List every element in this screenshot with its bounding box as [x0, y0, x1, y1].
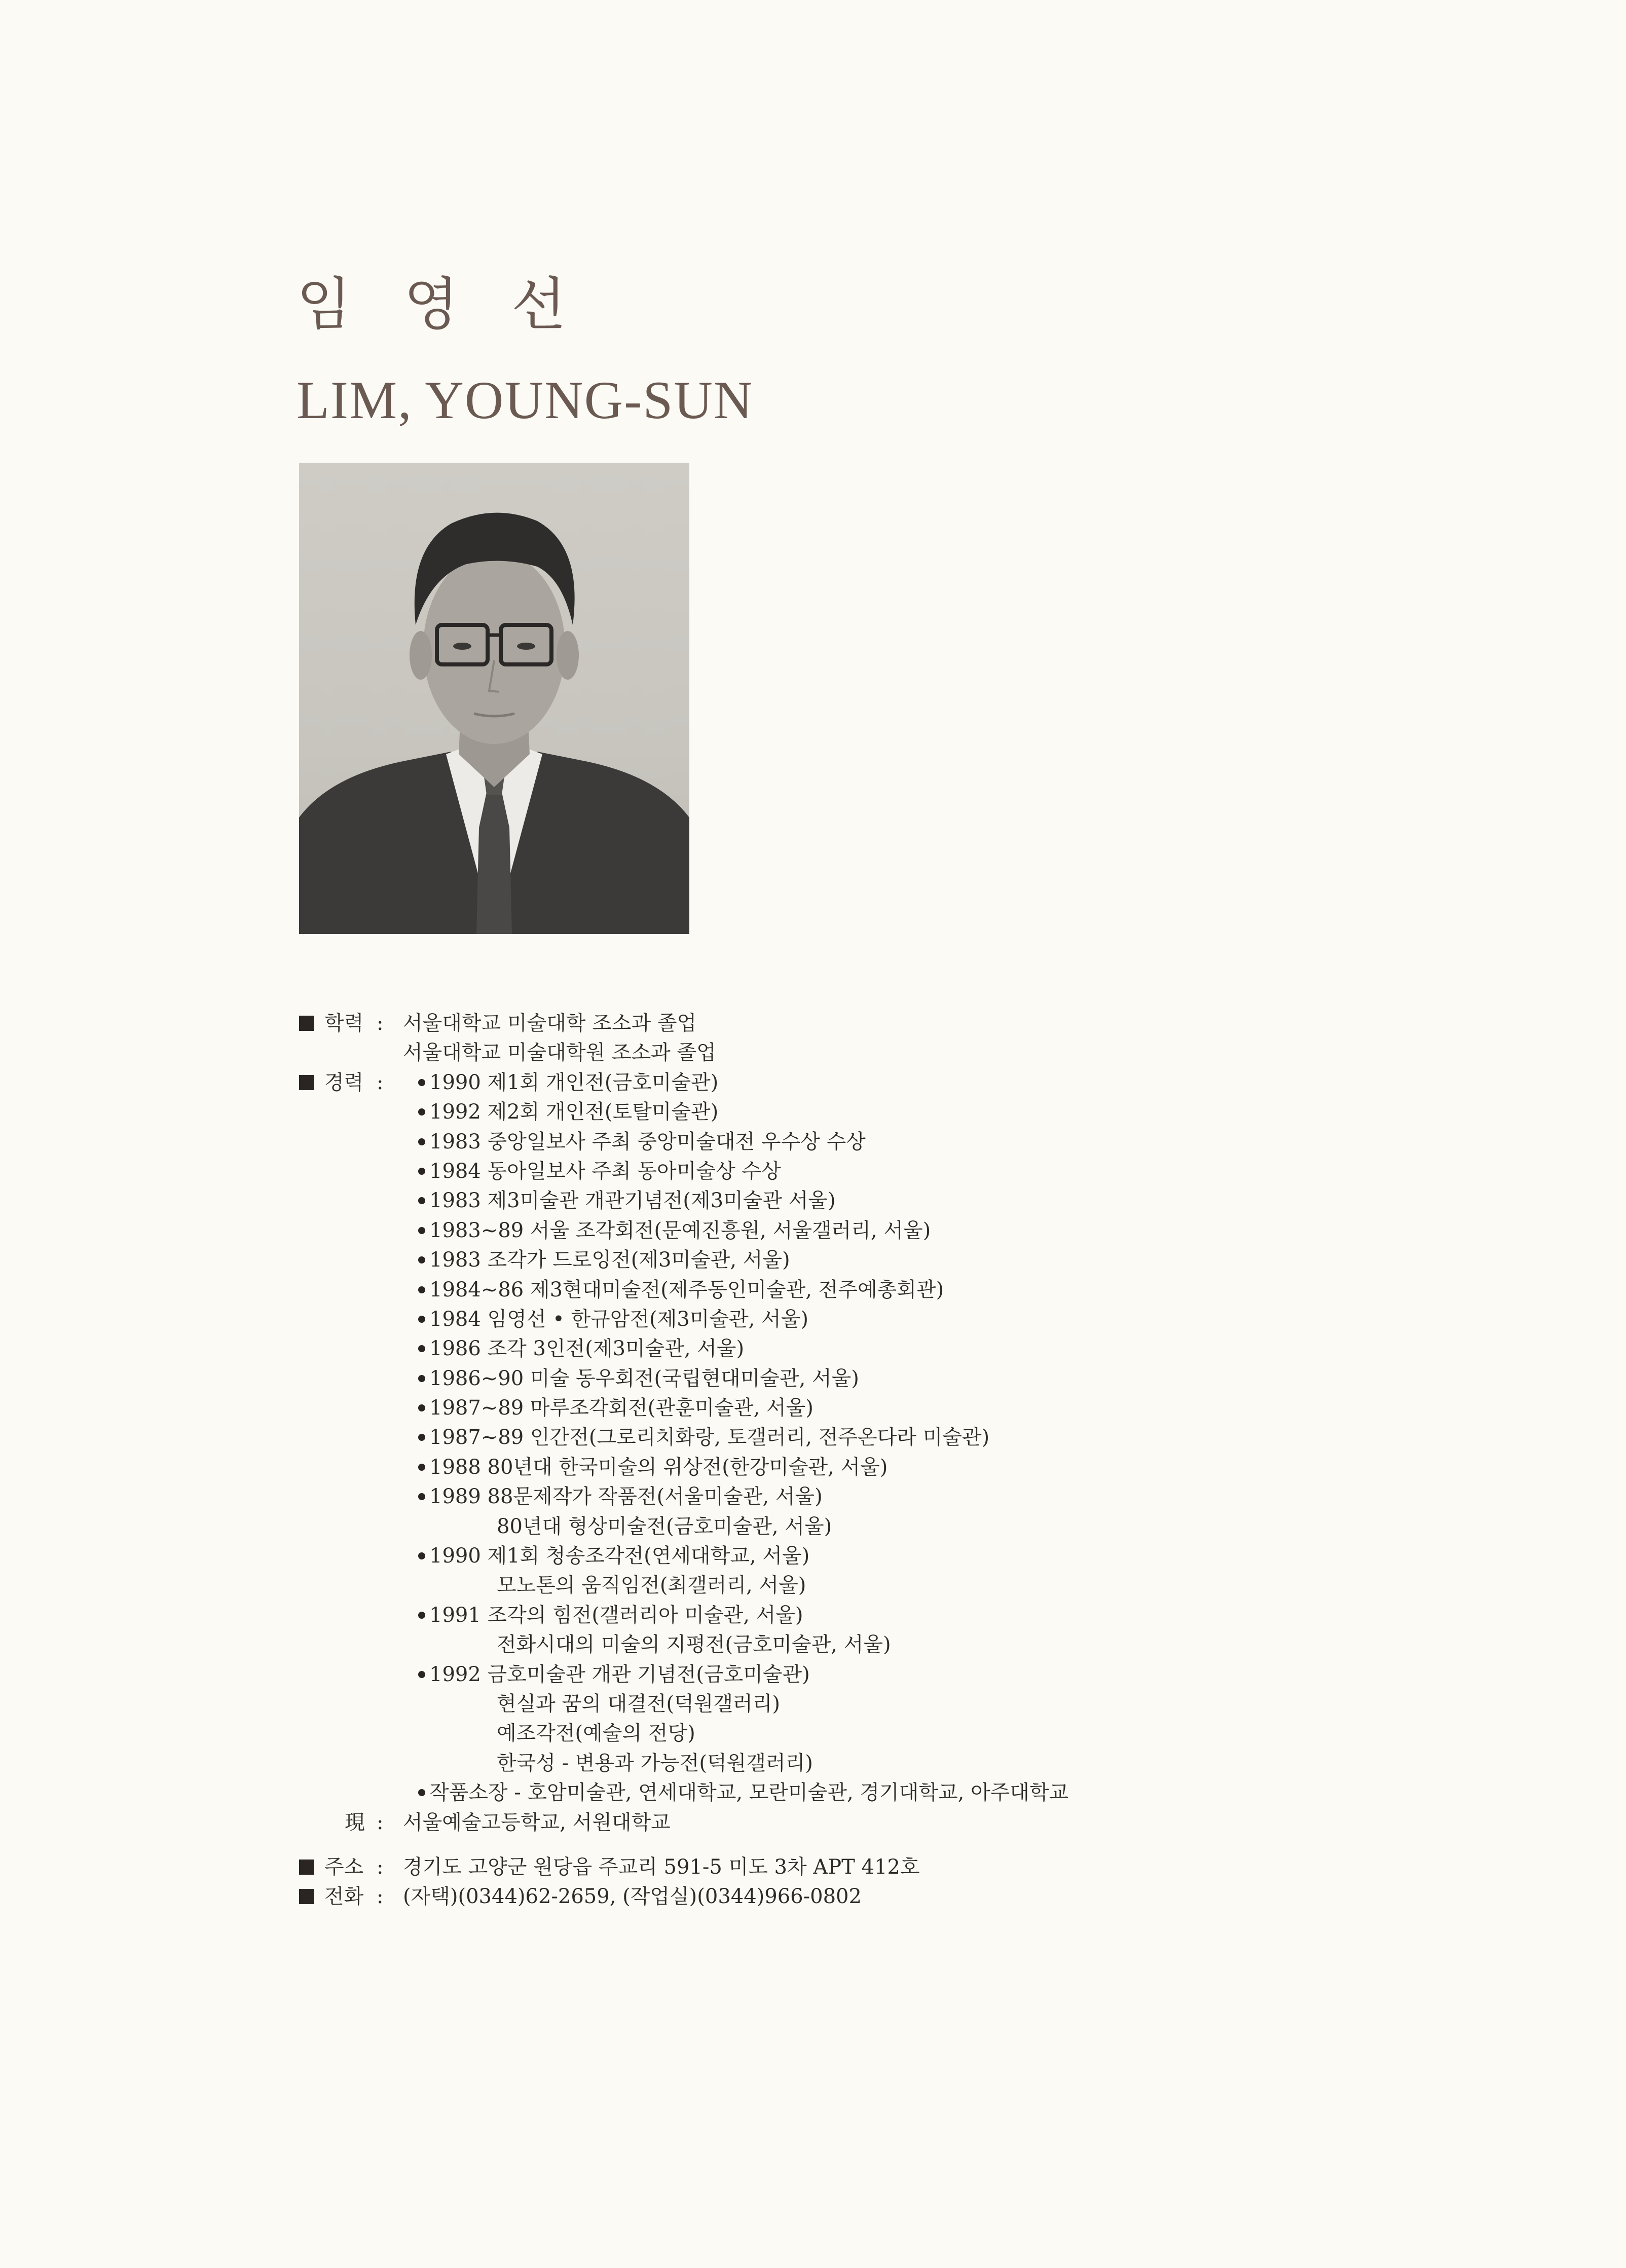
career-label: 경력	[324, 1070, 364, 1094]
square-bullet-icon	[299, 1016, 314, 1031]
portrait-photo	[299, 463, 689, 934]
education-label: 학력	[324, 1012, 364, 1035]
career-row	[299, 1127, 1566, 1157]
career-row	[299, 1334, 1566, 1363]
spacer	[299, 1837, 1566, 1852]
career-row	[299, 1482, 1566, 1511]
career-row	[299, 1068, 1566, 1097]
career-row	[299, 1364, 1566, 1393]
career-row	[299, 1423, 1566, 1452]
career-item-continuation: 현실과 꿈의 대결전(덕원갤러리)	[497, 1692, 780, 1716]
biography	[299, 1009, 1566, 1912]
career-row	[299, 1245, 1566, 1275]
education-item: 서울대학교 미술대학 조소과 졸업	[403, 1012, 697, 1035]
phone-label: 전화	[324, 1885, 364, 1909]
address-label: 주소	[324, 1855, 364, 1879]
career-item: 1992 금호미술관 개관 기념전(금호미술관)	[418, 1660, 810, 1689]
address-row	[299, 1852, 1566, 1882]
career-row	[299, 1541, 1566, 1571]
career-row	[299, 1778, 1566, 1807]
career-row	[299, 1689, 1566, 1719]
career-item: 1986 조각 3인전(제3미술관, 서울)	[418, 1334, 744, 1363]
career-item: 1983 조각가 드로잉전(제3미술관, 서울)	[418, 1245, 790, 1275]
career-item: 1991 조각의 힘전(갤러리아 미술관, 서울)	[418, 1601, 803, 1630]
career-row	[299, 1186, 1566, 1215]
current-label: 現	[345, 1810, 365, 1834]
career-item: 1990 제1회 개인전(금호미술관)	[418, 1068, 718, 1097]
career-row	[299, 1601, 1566, 1630]
career-item-continuation: 한국성 - 변용과 가능전(덕원갤러리)	[497, 1751, 813, 1775]
education-row	[299, 1038, 1566, 1067]
square-bullet-icon	[299, 1075, 314, 1090]
square-bullet-icon	[299, 1889, 314, 1904]
career-row	[299, 1275, 1566, 1305]
education-item: 서울대학교 미술대학원 조소과 졸업	[403, 1041, 716, 1065]
career-row	[299, 1571, 1566, 1600]
career-item: 1984~86 제3현대미술전(제주동인미술관, 전주예총회관)	[418, 1275, 944, 1305]
portrait-illustration	[299, 463, 689, 934]
name-korean: 임 영 선	[297, 272, 583, 338]
career-item-continuation: 80년대 형상미술전(금호미술관, 서울)	[497, 1514, 832, 1538]
career-item: 1984 동아일보사 주최 동아미술상 수상	[418, 1157, 781, 1186]
career-row	[299, 1512, 1566, 1541]
career-item: 1983 제3미술관 개관기념전(제3미술관 서울)	[418, 1186, 836, 1215]
header	[297, 272, 754, 430]
career-item: 1989 88문제작가 작품전(서울미술관, 서울)	[418, 1482, 823, 1511]
career-row	[299, 1305, 1566, 1334]
career-item: 1987~89 마루조각회전(관훈미술관, 서울)	[418, 1393, 814, 1423]
career-row	[299, 1453, 1566, 1482]
current-row	[299, 1808, 1566, 1837]
career-item-continuation: 예조각전(예술의 전당)	[497, 1722, 695, 1745]
career-row	[299, 1393, 1566, 1423]
colon: :	[377, 1810, 384, 1834]
career-row	[299, 1097, 1566, 1127]
phone-value: (자택)(0344)62-2659, (작업실)(0344)966-0802	[403, 1885, 862, 1909]
career-row	[299, 1216, 1566, 1245]
colon: :	[377, 1855, 384, 1879]
career-item: 1984 임영선 • 한규암전(제3미술관, 서울)	[418, 1305, 808, 1334]
education-row	[299, 1009, 1566, 1038]
phone-row	[299, 1882, 1566, 1911]
career-row	[299, 1719, 1566, 1748]
career-row	[299, 1630, 1566, 1659]
address-value: 경기도 고양군 원당읍 주교리 591-5 미도 3차 APT 412호	[403, 1855, 920, 1879]
career-item: 1988 80년대 한국미술의 위상전(한강미술관, 서울)	[418, 1453, 888, 1482]
career-item-continuation: 모노톤의 움직임전(최갤러리, 서울)	[497, 1574, 806, 1597]
career-item: 1983~89 서울 조각회전(문예진흥원, 서울갤러리, 서울)	[418, 1216, 931, 1245]
career-row	[299, 1749, 1566, 1778]
career-row	[299, 1157, 1566, 1186]
career-item: 1990 제1회 청송조각전(연세대학교, 서울)	[418, 1541, 809, 1571]
name-english: LIM, YOUNG-SUN	[297, 370, 754, 430]
colon: :	[377, 1885, 384, 1909]
colon: :	[377, 1070, 384, 1094]
career-item: 1986~90 미술 동우회전(국립현대미술관, 서울)	[418, 1364, 859, 1393]
career-row	[299, 1660, 1566, 1689]
career-item-continuation: 전화시대의 미술의 지평전(금호미술관, 서울)	[497, 1633, 891, 1657]
career-item: 1987~89 인간전(그로리치화랑, 토갤러리, 전주온다라 미술관)	[418, 1423, 989, 1452]
current-value: 서울예술고등학교, 서원대학교	[403, 1810, 671, 1834]
colon: :	[377, 1012, 384, 1035]
collection-item: 작품소장 - 호암미술관, 연세대학교, 모란미술관, 경기대학교, 아주대학교	[418, 1778, 1068, 1807]
career-item: 1983 중앙일보사 주최 중앙미술대전 우수상 수상	[418, 1127, 866, 1157]
square-bullet-icon	[299, 1860, 314, 1875]
career-item: 1992 제2회 개인전(토탈미술관)	[418, 1097, 718, 1127]
